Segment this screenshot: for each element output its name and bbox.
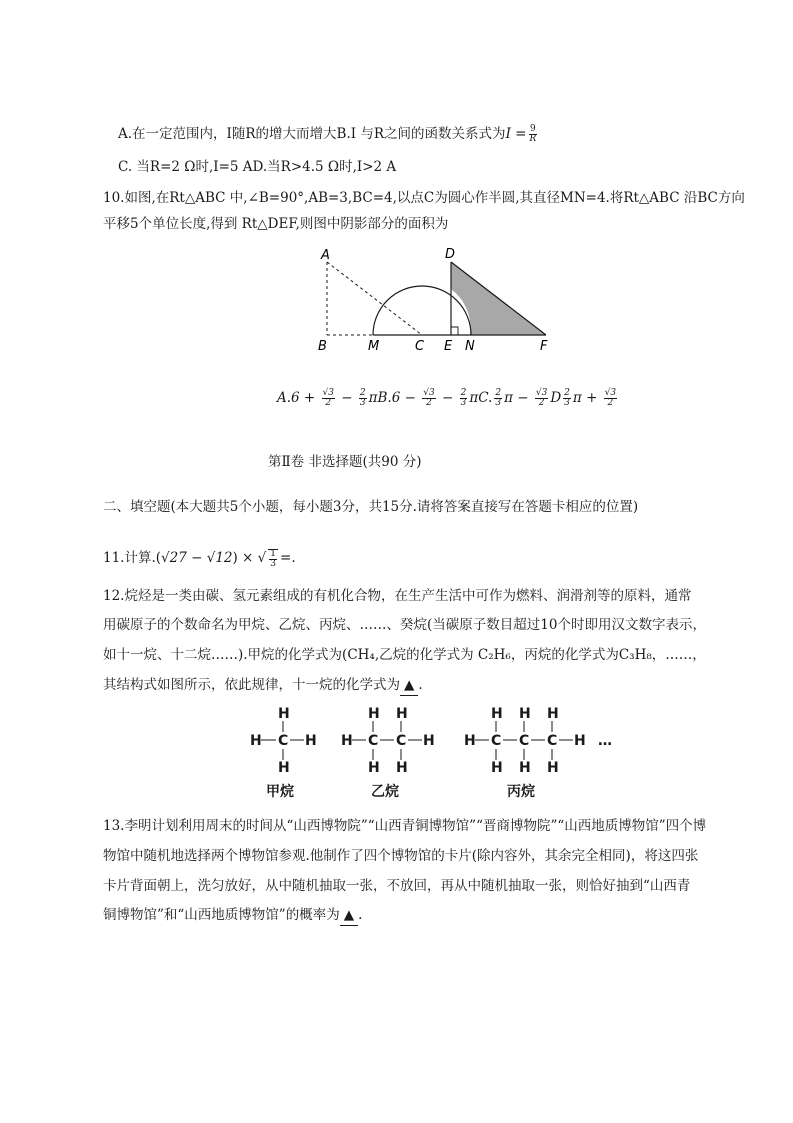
svg-text:H: H: [423, 733, 435, 749]
label-c: C: [415, 339, 425, 354]
svg-text:C: C: [547, 733, 558, 749]
q10-options: A.6 + $\frac{√3}{2}$ − $\frac{2}{3}$ πB.6 − $\frac{√3}{2}$ − $\frac{2}{3}$ πC. $\frac{2}{3}$ π − $\frac{√3}{2}$ D $\frac{2}{3}$ π + $\frac{√3}{2}$: [277, 388, 617, 408]
label-b: B: [318, 339, 327, 354]
methane-h-left: H: [250, 733, 262, 749]
q10-text-line-2: 平移5个单位长度,得到 Rt△DEF,则图中阴影部分的面积为: [103, 216, 449, 232]
q9-option-c: C. 当R=2 Ω时,I=5 A: [118, 159, 253, 175]
label-n: N: [465, 339, 475, 354]
q9-fraction: $\frac{9}{R}$: [529, 124, 537, 144]
methane-h-bottom: H: [278, 760, 290, 776]
q9-option-b: B.I 与R之间的函数关系式为I = $\frac{9}{R}$: [336, 124, 537, 144]
methane-h-right: H: [305, 733, 317, 749]
svg-text:H: H: [547, 760, 559, 776]
q12-line-2: 用碳原子的个数命名为甲烷、乙烷、丙烷、……、癸烷(当碳原子数目超过10个时即用汉文数字表示，: [103, 617, 706, 633]
svg-text:C: C: [396, 733, 407, 749]
label-a: A: [321, 248, 330, 263]
q9-option-a: A.在一定范围内，I随R的增大而增大: [118, 126, 337, 142]
q13-line-1: 13.李明计划利用周末的时间从“山西博物院”“山西青铜博物馆”“晋商博物院”“山西地质博物馆”四个博: [103, 818, 707, 834]
methane-h-top: H: [278, 706, 290, 722]
svg-text:H: H: [396, 706, 408, 722]
q13-line-2: 物馆中随机地选择两个博物馆参观.他制作了四个博物馆的卡片(除内容外，其余完全相同)，将这四张: [103, 848, 699, 864]
q12-line-4: 其结构式如图所示，依此规律，十一烷的化学式为 ▲ .: [103, 675, 423, 696]
svg-text:H: H: [519, 760, 531, 776]
svg-text:H: H: [368, 760, 380, 776]
methane-c: C: [278, 733, 289, 749]
svg-text:H: H: [519, 706, 531, 722]
label-f: F: [540, 339, 548, 354]
q9-option-d: D.当R>4.5 Ω时,I>2 A: [252, 159, 397, 175]
q12-line-1: 12.烷烃是一类由碳、氢元素组成的有机化合物，在生产生活中可作为燃料、润滑剂等的原料，通常: [103, 588, 692, 604]
svg-text:H: H: [368, 706, 380, 722]
name-ethane: 乙烷: [371, 784, 399, 800]
q13-line-3: 卡片背面朝上，洗匀放好，从中随机抽取一张，不放回，再从中随机抽取一张，则恰好抽到“山西青: [103, 878, 691, 894]
name-propane: 丙烷: [507, 784, 535, 800]
section2-title: 第Ⅱ卷 非选择题(共90 分): [268, 454, 422, 470]
section2-heading: 二、填空题(本大题共5个小题，每小题3分，共15分.请将答案直接写在答题卡相应的位置): [103, 499, 639, 515]
q11: 11.计算.(√27 − √12) × √ $\frac{1}{3}$ =.: [103, 548, 296, 569]
label-e: E: [444, 339, 453, 354]
q10-text-line-1: 10.如图,在Rt△ABC 中,∠B=90°,AB=3,BC=4,以点C为圆心作半圆,其直径MN=4.将Rt△ABC 沿BC方向: [103, 190, 745, 206]
q13-line-4: 铜博物馆”和“山西地质博物馆”的概率为 ▲ .: [103, 905, 362, 926]
svg-text:H: H: [547, 706, 559, 722]
svg-text:H: H: [491, 706, 503, 722]
label-d: D: [445, 247, 456, 262]
svg-text:H: H: [396, 760, 408, 776]
svg-text:H: H: [464, 733, 476, 749]
svg-text:H: H: [341, 733, 353, 749]
svg-text:C: C: [519, 733, 530, 749]
answer-blank: ▲: [400, 675, 418, 696]
svg-text:H: H: [574, 733, 586, 749]
svg-text:C: C: [368, 733, 379, 749]
answer-blank: ▲: [340, 905, 358, 926]
structure-ellipsis: …: [598, 733, 612, 749]
svg-text:C: C: [491, 733, 502, 749]
q12-line-3: 如十一烷、十二烷……).甲烷的化学式为(CH₄,乙烷的化学式为 C₂H₆，丙烷的化学式为C₃H₈，……，: [103, 647, 706, 663]
name-methane: 甲烷: [266, 784, 294, 800]
svg-text:H: H: [491, 760, 503, 776]
label-m: M: [368, 339, 380, 354]
